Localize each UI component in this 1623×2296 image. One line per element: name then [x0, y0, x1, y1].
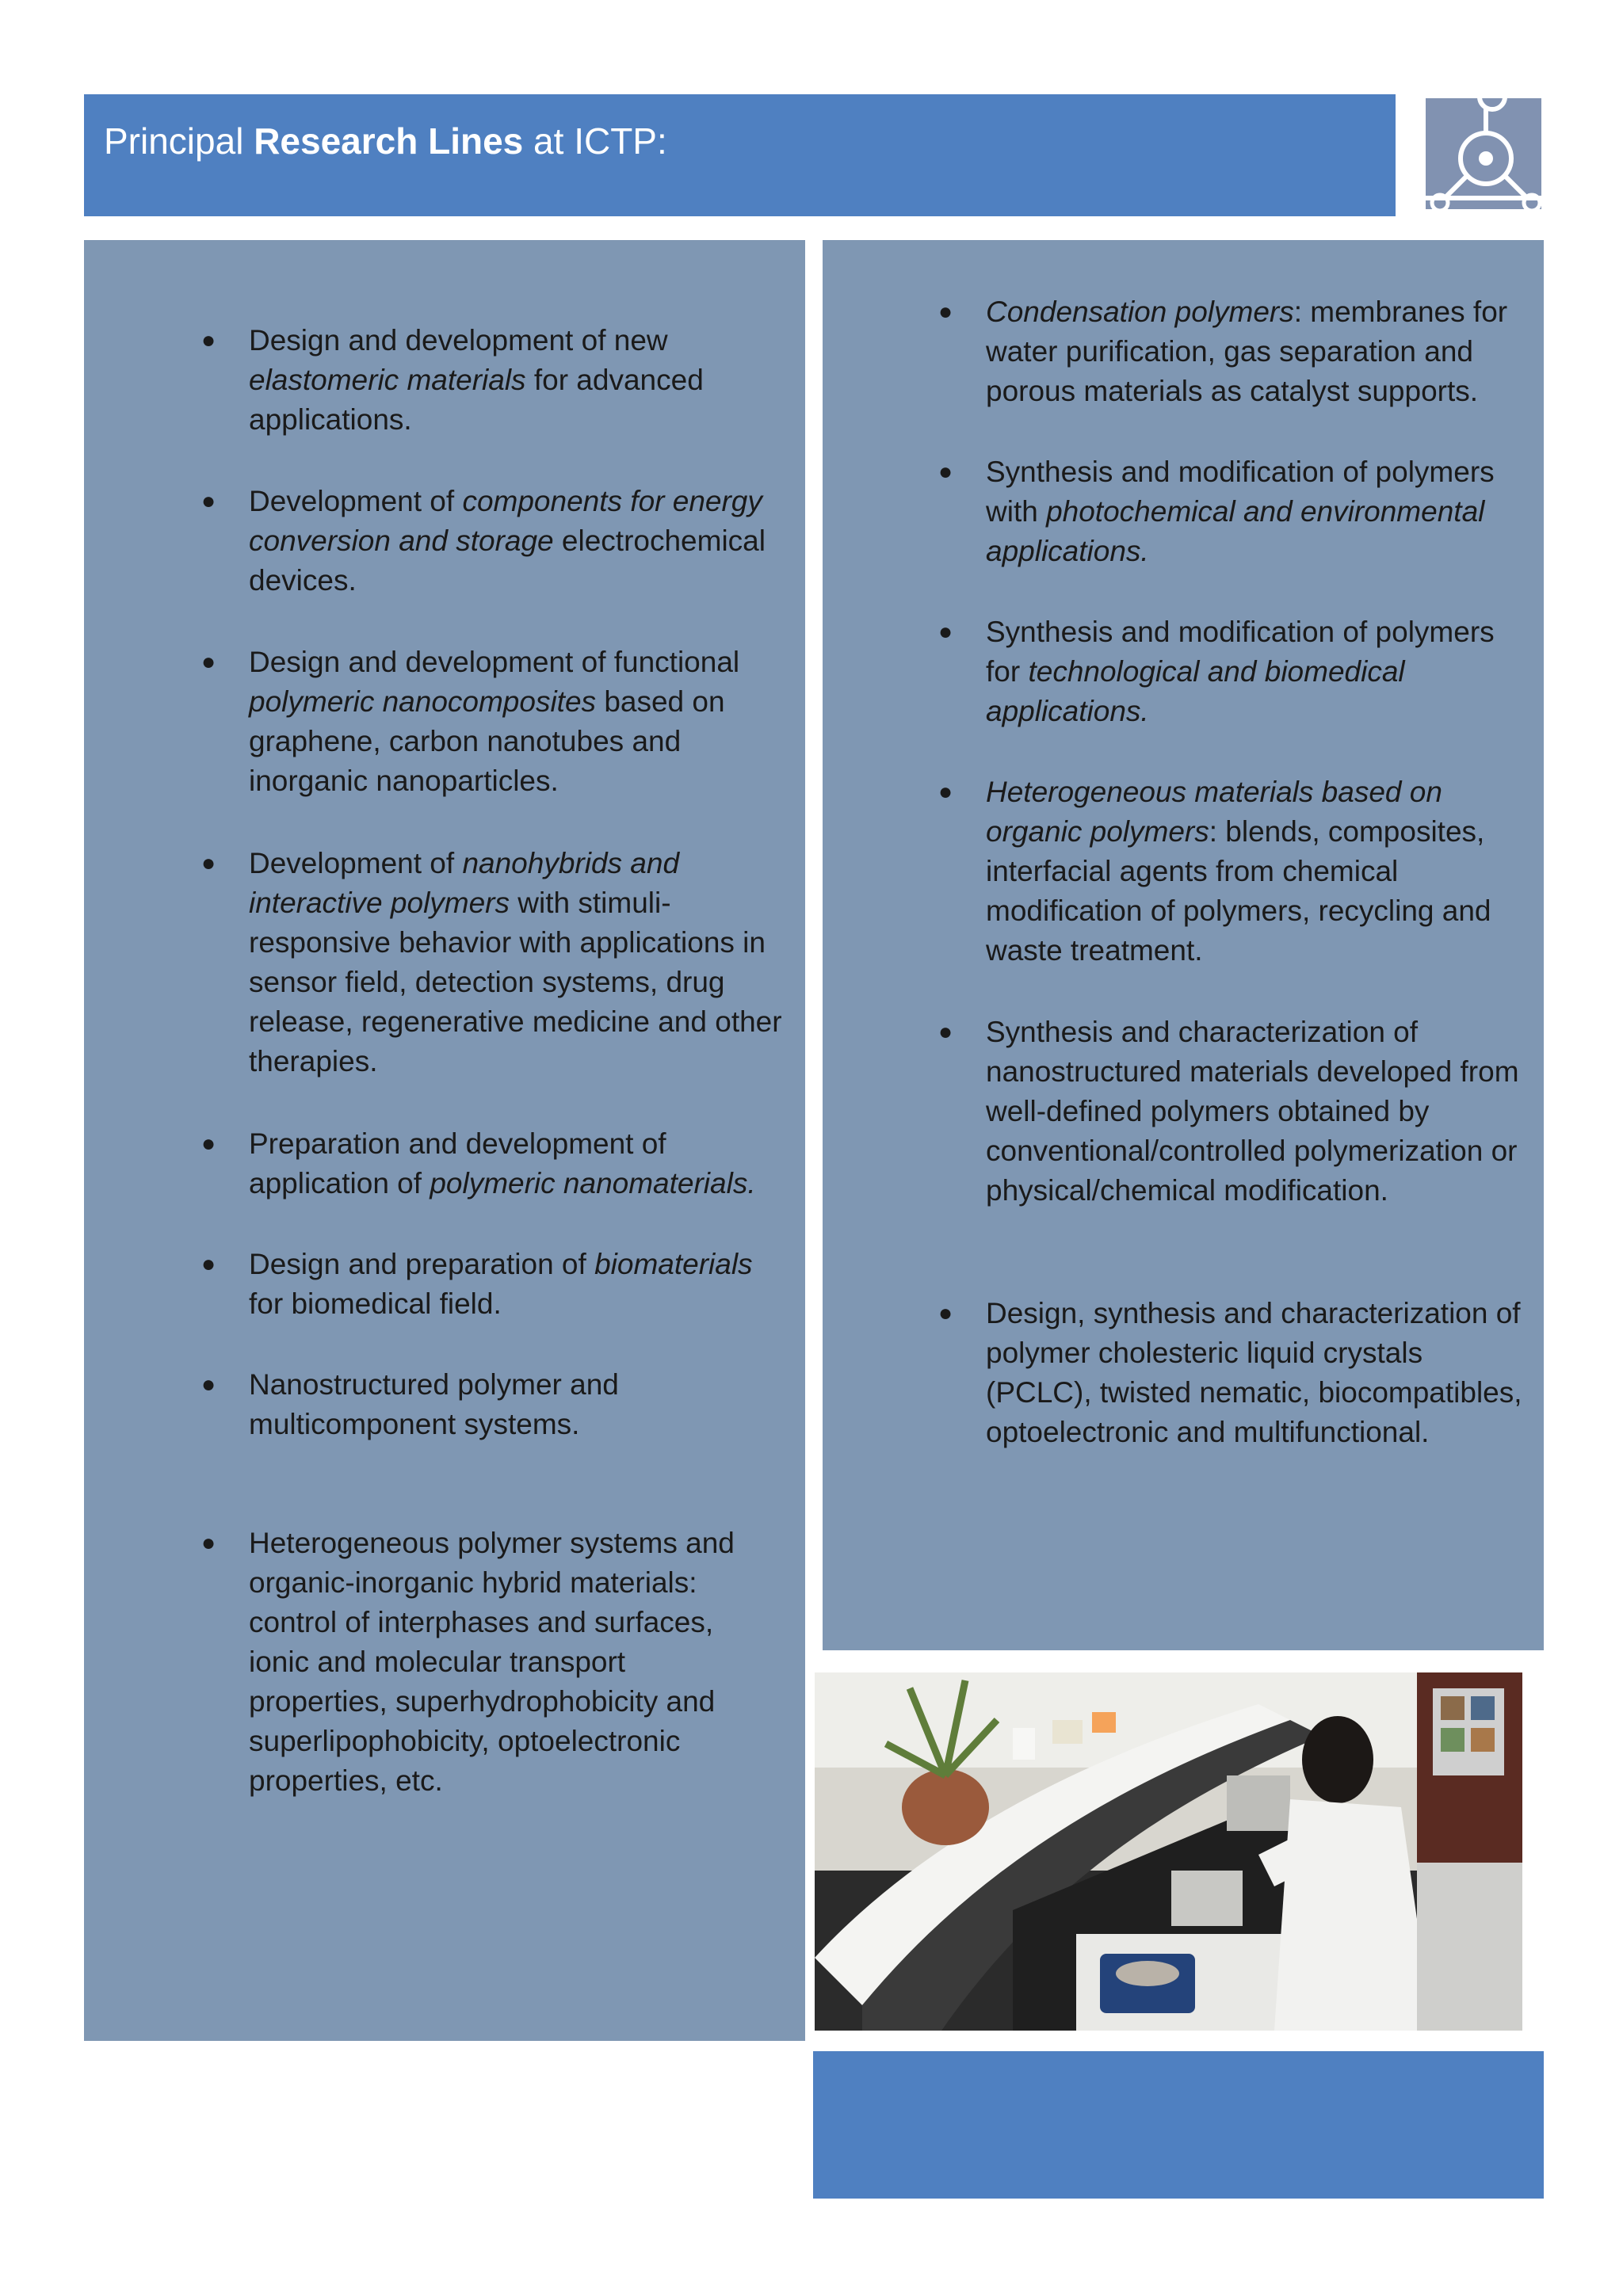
header-banner	[84, 94, 1396, 216]
bullet: ●	[938, 1300, 953, 1326]
list-item: ● Design, synthesis and characterization of polymer cholesteric liquid crystals (PCLC), twisted nematic, biocompatibles, optoelectronic and multifunctional.	[986, 1294, 1533, 1452]
list-item: ● Synthesis and modification of polymers with photochemical and environmental applications.	[986, 452, 1533, 571]
list-item: ● Heterogeneous materials based on organic polymers: blends, composites, interfacial agents from chemical modification of polymers, recycling and waste treatment.	[986, 772, 1533, 971]
list-item: ● Design and development of functional polymeric nanocomposites based on graphene, carbon nanotubes and inorganic nanoparticles.	[249, 643, 772, 801]
page-title: Principal Research Lines at ICTP:	[104, 120, 667, 162]
list-item: ● Design and preparation of biomaterials for biomedical field.	[249, 1245, 788, 1324]
list-item: ● Development of components for energy conversion and storage electrochemical devices.	[249, 482, 788, 601]
molecule-icon-graphic	[1426, 98, 1541, 209]
laboratory-photo-graphic	[815, 1672, 1522, 2031]
bullet: ●	[938, 619, 953, 645]
bullet: ●	[201, 327, 216, 353]
list-item: ● Synthesis and modification of polymers for technological and biomedical applications.	[986, 612, 1533, 731]
left-research-panel	[84, 240, 805, 2041]
bullet: ●	[201, 1371, 216, 1398]
bullet: ●	[938, 299, 953, 325]
list-item: ● Preparation and development of application of polymeric nanomaterials.	[249, 1124, 788, 1203]
right-research-panel	[823, 240, 1544, 1650]
bullet: ●	[201, 1530, 216, 1556]
list-item: ● Condensation polymers: membranes for water purification, gas separation and porous materials as catalyst supports.	[986, 292, 1533, 411]
footer-banner	[813, 2051, 1544, 2199]
bullet: ●	[201, 1251, 216, 1277]
list-item: ● Design and development of new elastomeric materials for advanced applications.	[249, 321, 780, 440]
list-item: ● Nanostructured polymer and multicomponent systems.	[249, 1365, 724, 1444]
laboratory-photo	[815, 1672, 1522, 2031]
bullet: ●	[938, 459, 953, 485]
molecule-icon	[1426, 98, 1541, 209]
bullet: ●	[201, 1131, 216, 1157]
bullet: ●	[201, 649, 216, 675]
list-item: ● Development of nanohybrids and interactive polymers with stimuli-responsive behavior with applications in sensor field, detection systems, drug release, regenerative medicine and other therapies.	[249, 844, 796, 1081]
list-item: ● Synthesis and characterization of nanostructured materials developed from well-defined polymers obtained by conventional/controlled polymerization or physical/chemical modification.	[986, 1013, 1533, 1211]
list-item: ● Heterogeneous polymer systems and organic-inorganic hybrid materials: control of interphases and surfaces, ionic and molecular transport properties, superhydrophobicity and superlipophobicity, optoelectronic properties, etc.	[249, 1524, 772, 1801]
bullet: ●	[938, 1019, 953, 1045]
bullet: ●	[201, 488, 216, 514]
bullet: ●	[201, 850, 216, 876]
bullet: ●	[938, 779, 953, 805]
